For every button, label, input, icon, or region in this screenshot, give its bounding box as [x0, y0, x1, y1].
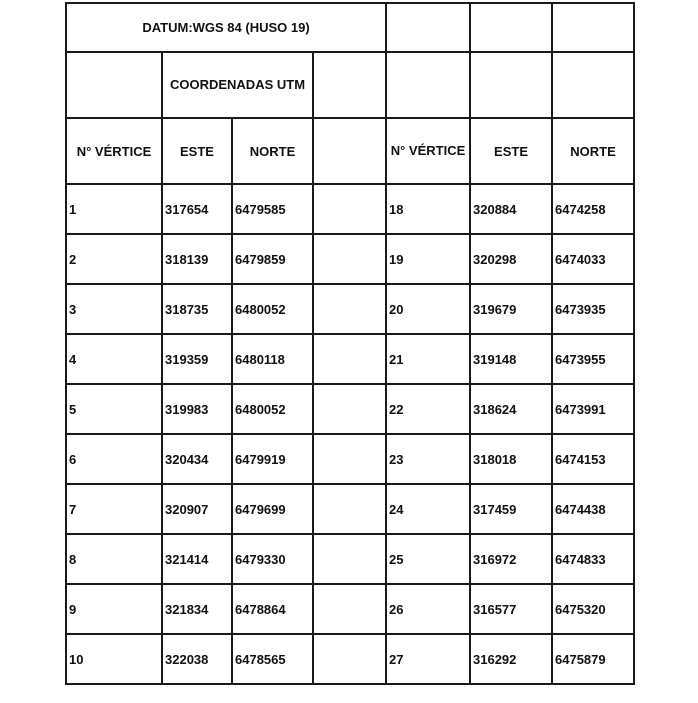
coordenadas-utm-header: COORDENADAS UTM [162, 52, 313, 118]
norte-right-cell: 6474438 [552, 484, 634, 534]
norte-right-cell: 6473991 [552, 384, 634, 434]
norte-left-cell: 6479919 [232, 434, 313, 484]
este-right-cell: 320298 [470, 234, 552, 284]
este-left-cell: 322038 [162, 634, 232, 684]
table-row [66, 184, 634, 234]
este-left-cell: 319359 [162, 334, 232, 384]
table-row [66, 484, 634, 534]
vertice-right-cell: 19 [386, 234, 470, 284]
norte-right-cell: 6475320 [552, 584, 634, 634]
norte-left-cell: 6478864 [232, 584, 313, 634]
vertice-right-cell: 20 [386, 284, 470, 334]
empty-cell [386, 3, 470, 52]
col-header-este-right: ESTE [470, 118, 552, 184]
vertice-left-cell: 1 [66, 184, 162, 234]
este-right-cell: 316292 [470, 634, 552, 684]
empty-cell [313, 334, 386, 384]
este-left-cell: 318139 [162, 234, 232, 284]
este-right-cell: 320884 [470, 184, 552, 234]
empty-cell [313, 584, 386, 634]
empty-cell [313, 634, 386, 684]
vertice-right-cell: 22 [386, 384, 470, 434]
norte-left-cell: 6479699 [232, 484, 313, 534]
vertice-left-cell: 10 [66, 634, 162, 684]
norte-right-cell: 6473955 [552, 334, 634, 384]
empty-cell [313, 384, 386, 434]
este-left-cell: 320434 [162, 434, 232, 484]
vertice-left-cell: 2 [66, 234, 162, 284]
col-header-vertice-right: N° VÉRTICE [386, 118, 470, 184]
este-right-cell: 318624 [470, 384, 552, 434]
vertice-left-cell: 4 [66, 334, 162, 384]
vertice-left-cell: 3 [66, 284, 162, 334]
table-row [66, 284, 634, 334]
vertice-left-cell: 7 [66, 484, 162, 534]
norte-left-cell: 6480052 [232, 284, 313, 334]
este-right-cell: 316972 [470, 534, 552, 584]
col-header-este-left: ESTE [162, 118, 232, 184]
empty-cell [313, 534, 386, 584]
este-left-cell: 317654 [162, 184, 232, 234]
norte-right-cell: 6474258 [552, 184, 634, 234]
empty-cell [470, 52, 552, 118]
table-row [66, 584, 634, 634]
table-row [66, 334, 634, 384]
empty-cell [313, 434, 386, 484]
empty-cell [313, 118, 386, 184]
norte-left-cell: 6479859 [232, 234, 313, 284]
este-left-cell: 319983 [162, 384, 232, 434]
empty-cell [470, 3, 552, 52]
vertice-right-cell: 23 [386, 434, 470, 484]
empty-cell [313, 52, 386, 118]
empty-cell [313, 234, 386, 284]
vertice-left-cell: 9 [66, 584, 162, 634]
datum-header: DATUM:WGS 84 (HUSO 19) [66, 3, 386, 52]
vertice-right-cell: 21 [386, 334, 470, 384]
norte-right-cell: 6474033 [552, 234, 634, 284]
norte-left-cell: 6479585 [232, 184, 313, 234]
empty-cell [66, 52, 162, 118]
table-row [66, 384, 634, 434]
norte-right-cell: 6474153 [552, 434, 634, 484]
table-row [66, 534, 634, 584]
col-header-norte-right: NORTE [552, 118, 634, 184]
empty-cell [313, 284, 386, 334]
norte-left-cell: 6479330 [232, 534, 313, 584]
norte-left-cell: 6480118 [232, 334, 313, 384]
vertice-right-cell: 26 [386, 584, 470, 634]
vertice-left-cell: 8 [66, 534, 162, 584]
este-left-cell: 318735 [162, 284, 232, 334]
vertice-left-cell: 6 [66, 434, 162, 484]
table-row [66, 634, 634, 684]
empty-cell [313, 484, 386, 534]
empty-cell [552, 3, 634, 52]
este-left-cell: 321834 [162, 584, 232, 634]
col-header-norte-left: NORTE [232, 118, 313, 184]
vertice-right-cell: 25 [386, 534, 470, 584]
empty-cell [313, 184, 386, 234]
vertice-right-cell: 27 [386, 634, 470, 684]
vertice-right-cell: 24 [386, 484, 470, 534]
col-header-vertice-left: N° VÉRTICE [66, 118, 162, 184]
norte-left-cell: 6478565 [232, 634, 313, 684]
norte-right-cell: 6473935 [552, 284, 634, 334]
este-right-cell: 319148 [470, 334, 552, 384]
table-row [66, 234, 634, 284]
table-row [66, 434, 634, 484]
vertice-right-cell: 18 [386, 184, 470, 234]
este-right-cell: 316577 [470, 584, 552, 634]
empty-cell [552, 52, 634, 118]
este-right-cell: 317459 [470, 484, 552, 534]
coordinates-table [65, 2, 635, 685]
norte-left-cell: 6480052 [232, 384, 313, 434]
este-left-cell: 320907 [162, 484, 232, 534]
este-right-cell: 319679 [470, 284, 552, 334]
empty-cell [386, 52, 470, 118]
norte-right-cell: 6474833 [552, 534, 634, 584]
norte-right-cell: 6475879 [552, 634, 634, 684]
este-left-cell: 321414 [162, 534, 232, 584]
vertice-left-cell: 5 [66, 384, 162, 434]
este-right-cell: 318018 [470, 434, 552, 484]
